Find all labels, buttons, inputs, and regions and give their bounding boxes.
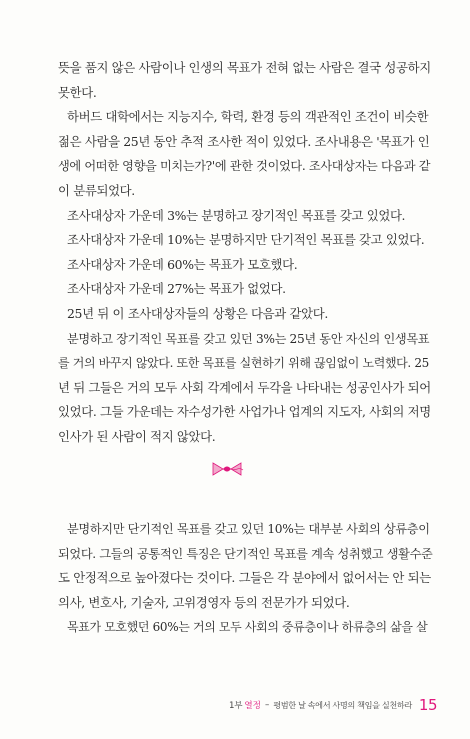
footer-running-title: 평범한 날 속에서 사명의 책임을 실천하라 bbox=[273, 699, 412, 710]
text-line: 조사대상자 가운데 60%는 목표가 모호했다. bbox=[67, 256, 298, 272]
text-line: 목표가 모호했던 60%는 거의 모두 사회의 중류층이나 하류층의 삶을 살 bbox=[67, 620, 428, 635]
text-line: 조사대상자 가운데 27%는 목표가 없었다. bbox=[67, 281, 286, 297]
text-line: 젊은 사람을 25년 동안 추적 조사한 적이 있었다. 조사내용은 '목표가 인 bbox=[58, 133, 430, 149]
text-line: 분명하지만 단기적인 목표를 갖고 있던 10%는 대부분 사회의 상류층이 bbox=[67, 522, 430, 536]
footer-separator: – bbox=[264, 700, 270, 710]
text-line: 도 안정적으로 높아졌다는 것이다. 그들은 각 분야에서 없어서는 안 되는 bbox=[58, 570, 431, 586]
text-line: 조사대상자 가운데 3%는 분명하고 장기적인 목표를 갖고 있었다. bbox=[67, 207, 406, 223]
body-text-block-1 bbox=[58, 56, 432, 450]
text-line: 못한다. bbox=[58, 84, 97, 100]
text-line: 25년 뒤 이 조사대상자들의 상황은 다음과 같았다. bbox=[67, 305, 328, 321]
body-text-block-2 bbox=[58, 517, 432, 640]
text-line: 하버드 대학에서는 지능지수, 학력, 환경 등의 객관적인 조건이 비슷한 bbox=[67, 109, 429, 125]
text-line: 뜻을 품지 않은 사람이나 인생의 목표가 전혀 없는 사람은 결국 성공하지 bbox=[58, 60, 431, 75]
text-line: 의사, 변호사, 기술자, 고위경영자 등의 전문가가 되었다. bbox=[58, 594, 350, 610]
text-line: 이 분류되었다. bbox=[58, 182, 135, 198]
ribbon-bow-ornament-icon bbox=[210, 460, 244, 478]
text-line: 분명하고 장기적인 목표를 갖고 있던 3%는 25년 동안 자신의 인생목표 bbox=[67, 331, 430, 346]
text-line: 를 거의 바꾸지 않았다. 또한 목표를 실현하기 위해 끊임없이 노력했다. 25 bbox=[58, 356, 429, 371]
page-footer bbox=[228, 693, 437, 717]
page-number: 15 bbox=[418, 696, 437, 714]
text-line: 조사대상자 가운데 10%는 분명하지만 단기적인 목표를 갖고 있었다. bbox=[67, 232, 425, 248]
text-line: 생에 어떠한 영향을 미치는가?'에 관한 것이었다. 조사대상자는 다음과 같 bbox=[58, 159, 431, 174]
text-line: 년 뒤 그들은 거의 모두 사회 각계에서 두각을 나타내는 성공인사가 되어 bbox=[58, 379, 431, 395]
footer-chapter-title: 열정 bbox=[244, 701, 261, 711]
footer-part-label: 1부 bbox=[228, 701, 243, 711]
text-line: 되었다. 그들의 공통적인 특징은 단기적인 목표를 계속 성취했고 생활수준 bbox=[58, 546, 433, 561]
text-line: 있었다. 그들 가운데는 자수성가한 사업가나 업계의 지도자, 사회의 저명 bbox=[58, 404, 431, 420]
text-line: 인사가 된 사람이 적지 않았다. bbox=[58, 428, 216, 444]
